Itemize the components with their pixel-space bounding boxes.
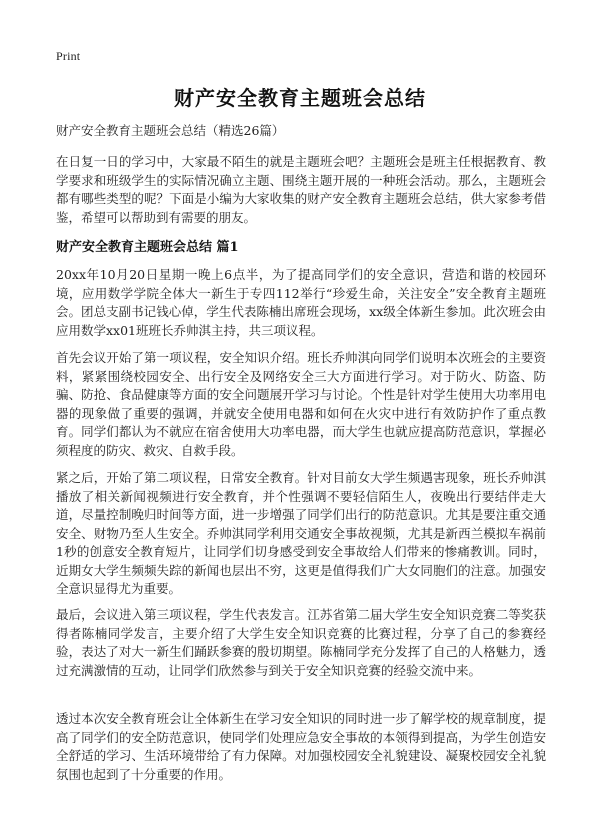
body-paragraph-4: 最后，会议进入第三项议程，学生代表发言。江苏省第二届大学生安全知识竞赛二等奖获得者陈楠同学发言，主要介绍了大学生安全知识竞赛的比赛过程，分享了自己的参赛经验，表达了对大一新生们踊跃参赛的殷切期望。陈楠同学充分发挥了自己的人格魅力，透过充满激情的互动，让同学们欣然参与到关于安全知识竞赛的经验交流中来。	[56, 607, 546, 678]
body-paragraph-2: 首先会议开始了第一项议程，安全知识介绍。班长乔帅淇向同学们说明本次班会的主要资料，紧紧围绕校园安全、出行安全及网络安全三大方面进行学习。对于防火、防盗、防骗、防抢、食品健康等方面的安全问题展开学习与讨论。个性是针对学生使用大功率用电器的现象做了重要的强调，并就安全使用电器和如何在火灾中进行有效防护作了重点教育。同学们都认为不就应在宿舍使用大功率电器，而大学生也就应提高防范意识，掌握必须程度的防灾、救灾、自救手段。	[56, 350, 546, 458]
body-paragraph-1: 20xx年10月20日星期一晚上6点半，为了提高同学们的安全意识，营造和谐的校园环境，应用数学学院全体大一新生于专四112举行“珍爱生命，关注安全”安全教育主题班会。团总支副书记钱心倬，学生代表陈楠出席班会现场，xx级全体新生参加。此次班会由应用数学xx01班班长乔帅淇主持，共三项议程。	[56, 267, 546, 338]
body-paragraph-5: 透过本次安全教育班会让全体新生在学习安全知识的同时进一步了解学校的规章制度，提高了同学们的安全防范意识，使同学们处理应急安全事故的本领得到提高，为学生创造安全舒适的学习、生活环境带给了有力保障。对加强校园安全礼貌建设、凝聚校园安全礼貌氛围也起到了十分重要的作用。	[56, 711, 546, 782]
section-heading: 财产安全教育主题班会总结 篇1	[56, 240, 239, 255]
page-title: 财产安全教育主题班会总结	[174, 86, 426, 110]
page-subtitle: 财产安全教育主题班会总结（精选26篇）	[56, 123, 285, 138]
body-paragraph-3: 紧之后，开始了第二项议程，日常安全教育。针对目前女大学生频遇害现象，班长乔帅淇播放了相关新闻视频进行安全教育，并个性强调不要轻信陌生人，夜晚出行要结伴走大道，尽量控制晚归时间等方面，进一步增强了同学们出行的防范意识。尤其是要注重交通安全、财物乃至人生安全。乔帅淇同学利用交通安全事故视频，尤其是新西兰模拟车祸前1秒的创意安全教育短片，让同学们切身感受到安全事故给人们带来的惨痛教训。同时，近期女大学生频频失踪的新闻也层出不穷，这更是值得我们广大女同胞们的注意。加强安全意识显得尤为重要。	[56, 470, 546, 596]
print-link[interactable]: Print	[56, 49, 81, 63]
intro-paragraph: 在日复一日的学习中，大家最不陌生的就是主题班会吧？主题班会是班主任根据教育、教学要求和班级学生的实际情况确立主题、围绕主题开展的一种班会活动。那么，主题班会都有哪些类型的呢？下面是小编为大家收集的财产安全教育主题班会总结，供大家参考借鉴，希望可以帮助到有需要的朋友。	[56, 154, 546, 225]
